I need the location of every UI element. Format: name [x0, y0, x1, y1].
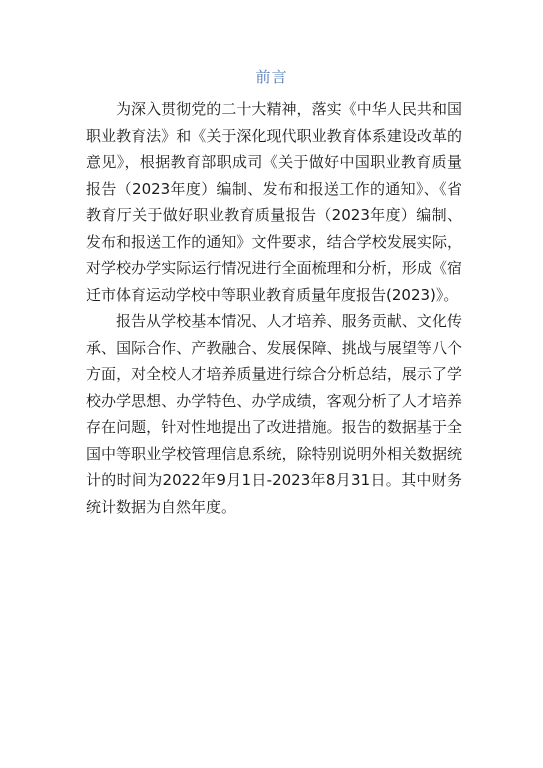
paragraph-scope: 报告从学校基本情况、人才培养、服务贡献、文化传承、国际合作、产教融合、发展保障、挑战与展望等八个方面，对全校人才培养质量进行综合分析总结，展示了学校办学思想、办学特色、办学成绩，客观分析了人才培养存在问题，针对性地提出了改进措施。报告的数据基于全国中等职业学校管理信息系统，除特别说明外相关数据统计的时间为2022年9月1日-2023年8月31日。其中财务统计数据为自然年度。	[86, 312, 462, 516]
paragraph-intro: 为深入贯彻党的二十大精神，落实《中华人民共和国职业教育法》和《关于深化现代职业教育体系建设改革的意见》，根据教育部职成司《关于做好中国职业教育质量报告（2023年度）编制、发布和报送工作的通知》、《省教育厅关于做好职业教育质量报告（2023年度）编制、发布和报送工作的通知》文件要求，结合学校发展实际，对学校办学实际运行情况进行全面梳理和分析，形成《宿迁市体育运动学校中等职业教育质量年度报告(2023)》。	[86, 100, 462, 304]
page-title: 前言	[255, 68, 288, 86]
document-body	[86, 96, 462, 520]
